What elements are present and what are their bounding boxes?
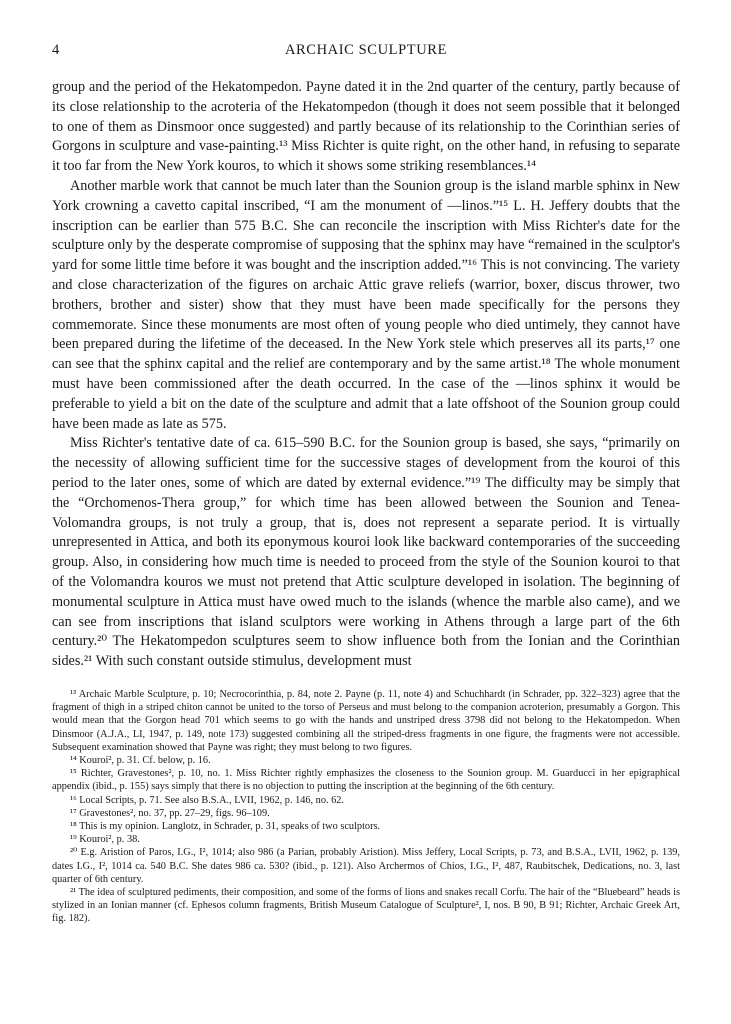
running-head: ARCHAIC SCULPTURE — [284, 42, 448, 58]
footnote-separator — [52, 672, 680, 688]
paragraph: Miss Richter's tentative date of ca. 615–590 B.C. for the Sounion group is based, she says, “primarily on the necessity of allowing sufficient time for the successive stages of development from the kouroi of this period to the later ones, some of which are dated by external evidence.”¹⁹ The difficulty may be simply that the “Orchomenos-Thera group,” for which time has been allowed between the Sounion and Tenea-Volomandra groups, is not truly a group, that is, does not represent a separate period. It is virtually unrepresented in Attica, and both its eponymous kouroi look like backward contemporaries of the succeeding group. Also, in considering how much time is needed to proceed from the style of the Sounion kouroi to that of the Volomandra kouros we must not pretend that Attic sculpture developed in isolation. The beginning of monumental sculpture in Attica must have owed much to the islands (whence the marble also came), and we can see from inscriptions that island sculptors were working in Athens through a large part of the 6th century.²⁰ The Hekatompedon sculptures seem to show influence both from the Ionian and the Corinthian sides.²¹ With such constant outside stimulus, development must — [52, 435, 680, 670]
document-page — [52, 40, 680, 926]
footnote: ¹⁹ Kouroi², p. 38. — [70, 834, 140, 846]
footnote: ¹⁵ Richter, Gravestones², p. 10, no. 1. Miss Richter rightly emphasizes the closeness to the Sounion group. M. Guarducci in her epigraphical appendix (ibid., p. 155) says simply that there is no objection to putting the inscription at the beginning of the 6th century. — [52, 768, 680, 793]
body-text — [52, 78, 680, 672]
page-header — [52, 40, 680, 66]
footnote: ¹⁷ Gravestones², no. 37, pp. 27–29, figs. 96–109. — [70, 807, 270, 819]
page-number: 4 — [52, 42, 60, 58]
footnote: ¹⁸ This is my opinion. Langlotz, in Schrader, p. 31, speaks of two sculptors. — [70, 820, 381, 832]
footnote: ¹⁴ Kouroi², p. 31. Cf. below, p. 16. — [70, 754, 211, 766]
footnote: ²¹ The idea of sculptured pediments, their composition, and some of the forms of lions and snakes recall Corfu. The hair of the “Bluebeard” heads is stylized in an Ionian manner (cf. Ephesos column fragments, British Museum Catalogue of Sculpture², I, nos. B 90, B 91; Richter, Archaic Greek Art, fig. 182). — [52, 886, 680, 925]
footnotes — [52, 688, 680, 926]
footnote: ²⁰ E.g. Aristion of Paros, I.G., I², 1014; also 986 (a Parian, probably Aristion). Miss Jeffery, Local Scripts, p. 73, and B.S.A., LVII, 1962, p. 139, dates I.G., I², 1014 ca. 540 B.C. She dates 986 ca. 530? (ibid., p. 121). Also Archermos of Chios, I.G., I², 487, Raubitschek, Dedications, no. 3, last quarter of 6th century. — [52, 847, 680, 885]
footnote: ¹³ Archaic Marble Sculpture, p. 10; Necrocorinthia, p. 84, note 2. Payne (p. 11, note 4) and Schuchhardt (in Schrader, pp. 322–323) agree that the fragment of thigh in a striped chiton cannot be united to the torso of Perseus and must belong to the companion acroterion, presumably a Gorgon. This would mean that the Gorgon head 701 which seems to go with the hands and unstriped dress 3798 did not belong to the Hekatompedon. When Dinsmoor (A.J.A., LI, 1947, p. 149, note 173) suggested combining all the striped-dress fragments in one figure, the fragments were not accessible. Subsequent examination showed that Payne was right; they must belong to two figures. — [52, 688, 680, 753]
footnote: ¹⁶ Local Scripts, p. 71. See also B.S.A., LVII, 1962, p. 146, no. 62. — [70, 794, 344, 806]
paragraph: Another marble work that cannot be much later than the Sounion group is the island marble sphinx in New York crowning a cavetto capital inscribed, “I am the monument of —linos.”¹⁵ L. H. Jeffery doubts that the inscription can be earlier than 575 B.C. She can reconcile the inscription with Miss Richter's date for the sculpture only by the desperate compromise of supposing that the sphinx may have “remained in the sculptor's yard for some little time before it was bought and the inscription added.”¹⁶ This is not convincing. The variety and close characterization of the figures on archaic Attic grave reliefs (warrior, boxer, discus thrower, two brothers, brother and sister) show that they must have been made specifically for the persons they commemorate. Since these monuments are most often of young people who died untimely, they cannot have been prepared during the lifetime of the deceased. In the New York stele which preserves all its parts,¹⁷ one can see that the sphinx capital and the relief are contemporary and by the same artist.¹⁸ The whole monument must have been commissioned after the death occurred. In the case of the —linos sphinx it would be preferable to yield a bit on the date of the sculpture and admit that a late offshoot of the Sounion group could have been made as late as 575. — [52, 177, 680, 432]
paragraph: group and the period of the Hekatompedon. Payne dated it in the 2nd quarter of the century, partly because of its close relationship to the acroteria of the Hekatompedon (though it does not seem possible that it belonged to one of them as Dinsmoor once suggested) and partly because of its relationship to the Corinthian series of Gorgons in sculpture and vase-painting.¹³ Miss Richter is quite right, on the other hand, in refusing to separate it too far from the New York kouros, to which it shows some striking resemblances.¹⁴ — [52, 79, 680, 175]
